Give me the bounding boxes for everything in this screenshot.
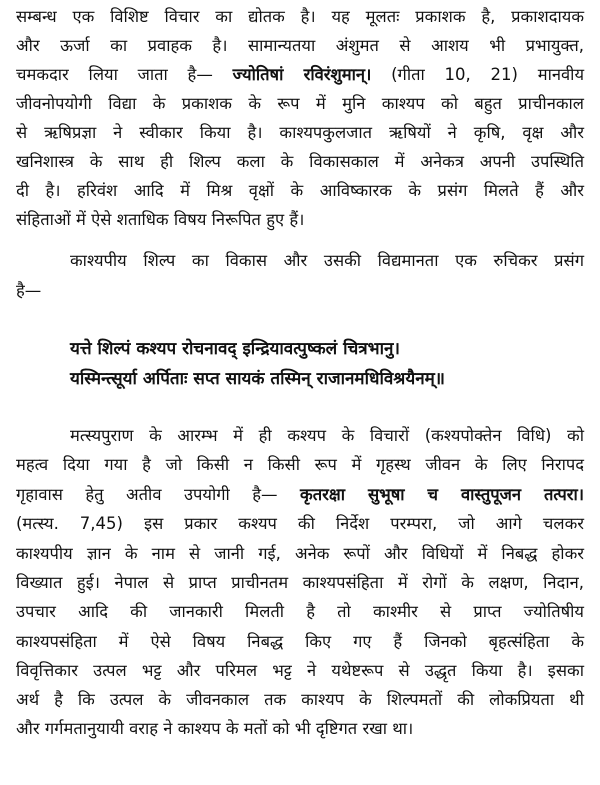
paragraph-1-line-1: सम्बन्ध एक विशिष्ट विचार का द्योतक है। यह मूलतः प्रकाशक है, प्रकाशदायक [16,7,584,26]
paragraph-2-line-1: काश्यपीय शिल्प का विकास और उसकी विद्यमानता एक रुचिकर प्रसंग [70,251,584,270]
verse-line-2: यस्मिन्त्सूर्या अर्पिताः सप्त सायकं तस्मिन् राजानमधिविश्रयैनम्॥ [70,369,445,389]
paragraph-2-line-2: है— [16,281,42,300]
matsya-quote: कृतरक्षा सुभूषा च वास्तुपूजन तत्परा। [300,485,584,504]
line-text: चमकदार लिया जाता है— [16,65,213,84]
paragraph-3-line-2: महत्व दिया गया है जो किसी न किसी रूप में गृहस्थ जीवन के लिए निरापद [16,455,584,474]
paragraph-1-line-8: संहिताओं में ऐसे शताधिक विषय निरूपित हुए हैं। [16,210,305,229]
verse-line-1: यत्ते शिल्पं कश्यप रोचनावद् इन्द्रियावत्पुष्कलं चित्रभानु। [70,339,400,359]
paragraph-3-line-1: मत्स्यपुराण के आरम्भ में ही कश्यप के विचारों (कश्यपोक्तेन विधि) को [70,426,584,445]
paragraph-1-line-5: से ऋषिप्रज्ञा ने स्वीकार किया है। काश्यपकुलजात ऋषियों ने कृषि, वृक्ष और [16,123,584,142]
paragraph-3-line-5: काश्यपीय ज्ञान के नाम से जानी गई, अनेक रूपों और विधियों में निबद्ध होकर [16,544,584,563]
paragraph-3-line-7: उपचार आदि की जानकारी मिलती है तो काश्मीर से प्राप्त ज्योतिषीय [16,602,584,621]
paragraph-3-line-6: विख्यात हुई। नेपाल से प्राप्त प्राचीनतम काश्यपसंहिता में रोगों के लक्षण, निदान, [16,573,584,592]
paragraph-3-line-10: अर्थ है कि उत्पल के जीवनकाल तक काश्यप के शिल्पमतों की लोकप्रियता थी [16,690,584,709]
paragraph-1-line-3 [16,64,584,86]
paragraph-3-line-3 [16,484,584,506]
paragraph-1-line-2: और ऊर्जा का प्रवाहक है। सामान्यतया अंशुमत से आशय भी प्रभायुक्त, [16,36,584,55]
paragraph-3-line-11: और गर्गमतानुयायी वराह ने काश्यप के मतों को भी दृष्टिगत रखा था। [16,719,414,738]
paragraph-1-line-6: खनिशास्त्र के साथ ही शिल्प कला के विकासकाल में अनेकत्र अपनी उपस्थिति [16,152,584,171]
paragraph-3-line-4: (मत्स्य. 7,45) इस प्रकार कश्यप की निर्देश परम्परा, जो आगे चलकर [16,514,584,533]
gita-reference: (गीता 10, 21) मानवीय [371,65,585,84]
paragraph-1-line-4: जीवनोपयोगी विद्या के प्रकाशक के रूप में मुनि काश्यप को बहुत प्राचीनकाल [16,94,584,113]
paragraph-3-line-8: काश्यपसंहिता में ऐसे विषय निबद्ध किए गए हैं जिनको बृहत्संहिता के [16,632,584,651]
paragraph-1-line-7: दी है। हरिवंश आदि में मिश्र वृक्षों के आविष्कारक के प्रसंग मिलते हैं और [16,181,584,200]
gita-quote: ज्योतिषां रविरंशुमान्। [232,65,372,84]
paragraph-3-line-9: विवृत्तिकार उत्पल भट्ट और परिमल भट्ट ने यथेष्टरूप से उद्धृत किया है। इसका [16,661,584,680]
line-text: गृहावास हेतु अतीव उपयोगी है— [16,485,278,504]
